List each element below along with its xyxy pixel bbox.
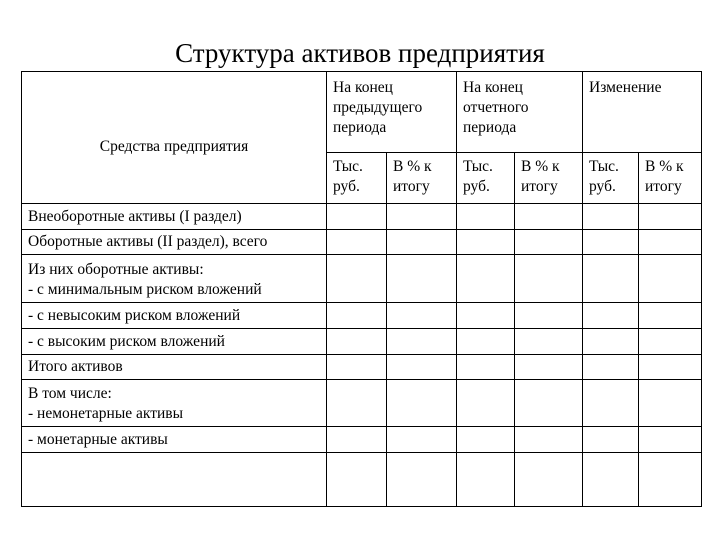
- value-cell: [457, 453, 515, 507]
- table-row: [22, 427, 702, 453]
- value-cell: [457, 303, 515, 329]
- row-label: - с невысоким риском вложений: [22, 303, 327, 329]
- subheader-percent: В % к итогу: [387, 153, 457, 204]
- subheader-thousand-rub: Тыс. руб.: [583, 153, 639, 204]
- value-cell: [457, 380, 515, 427]
- row-label: В том числе: - немонетарные активы: [22, 380, 327, 427]
- group-header-previous: [327, 72, 457, 153]
- value-cell: [515, 303, 583, 329]
- value-cell: [583, 380, 639, 427]
- row-header-label: Средства предприятия: [99, 138, 249, 156]
- value-cell: [639, 427, 702, 453]
- subheader-thousand-rub: Тыс. руб.: [457, 153, 515, 204]
- row-label: - с высоким риском вложений: [22, 329, 327, 355]
- subheader-percent: В % к итогу: [639, 153, 702, 204]
- value-cell: [639, 355, 702, 380]
- group-header-change: [583, 72, 702, 153]
- value-cell: [583, 303, 639, 329]
- table-row: [22, 204, 702, 230]
- value-cell: [387, 355, 457, 380]
- row-label: [22, 453, 327, 507]
- value-cell: [583, 230, 639, 255]
- value-cell: [583, 329, 639, 355]
- subheader-thousand-rub: Тыс. руб.: [327, 153, 387, 204]
- value-cell: [387, 329, 457, 355]
- row-label: - монетарные активы: [22, 427, 327, 453]
- value-cell: [457, 355, 515, 380]
- value-cell: [515, 453, 583, 507]
- value-cell: [387, 255, 457, 303]
- value-cell: [515, 355, 583, 380]
- value-cell: [387, 453, 457, 507]
- table-row: [22, 380, 702, 427]
- value-cell: [327, 303, 387, 329]
- value-cell: [387, 230, 457, 255]
- value-cell: [639, 453, 702, 507]
- table-row: [22, 355, 702, 380]
- value-cell: [515, 380, 583, 427]
- value-cell: [639, 255, 702, 303]
- value-cell: [583, 255, 639, 303]
- row-label: Из них оборотные активы: - с минимальным риском вложений: [22, 255, 327, 303]
- group-header-label: На конец предыдущего периода: [333, 79, 423, 137]
- value-cell: [327, 427, 387, 453]
- value-cell: [583, 204, 639, 230]
- value-cell: [457, 204, 515, 230]
- value-cell: [387, 204, 457, 230]
- table-row: [22, 255, 702, 303]
- value-cell: [387, 427, 457, 453]
- value-cell: [457, 329, 515, 355]
- value-cell: [457, 255, 515, 303]
- value-cell: [327, 380, 387, 427]
- value-cell: [515, 427, 583, 453]
- value-cell: [639, 204, 702, 230]
- row-label: Итого активов: [22, 355, 327, 380]
- value-cell: [327, 355, 387, 380]
- group-header-label: На конец отчетного периода: [463, 79, 529, 137]
- group-header-label: Изменение: [589, 79, 662, 96]
- value-cell: [327, 255, 387, 303]
- value-cell: [639, 303, 702, 329]
- table-row: [22, 303, 702, 329]
- value-cell: [639, 230, 702, 255]
- value-cell: [515, 204, 583, 230]
- value-cell: [457, 230, 515, 255]
- table-row: [22, 230, 702, 255]
- value-cell: [515, 230, 583, 255]
- value-cell: [515, 329, 583, 355]
- value-cell: [387, 380, 457, 427]
- value-cell: [583, 427, 639, 453]
- value-cell: [639, 329, 702, 355]
- value-cell: [583, 453, 639, 507]
- value-cell: [327, 329, 387, 355]
- value-cell: [515, 255, 583, 303]
- row-label: Внеоборотные активы (I раздел): [22, 204, 327, 230]
- table-row: [22, 329, 702, 355]
- page-title: Структура активов предприятия: [175, 38, 545, 68]
- row-header-cell: [22, 72, 327, 204]
- value-cell: [639, 380, 702, 427]
- value-cell: [583, 355, 639, 380]
- subheader-percent: В % к итогу: [515, 153, 583, 204]
- value-cell: [327, 230, 387, 255]
- table-row: [22, 453, 702, 507]
- value-cell: [327, 204, 387, 230]
- value-cell: [457, 427, 515, 453]
- group-header-current: [457, 72, 583, 153]
- assets-structure-table: [21, 71, 702, 507]
- value-cell: [387, 303, 457, 329]
- row-label: Оборотные активы (II раздел), всего: [22, 230, 327, 255]
- value-cell: [327, 453, 387, 507]
